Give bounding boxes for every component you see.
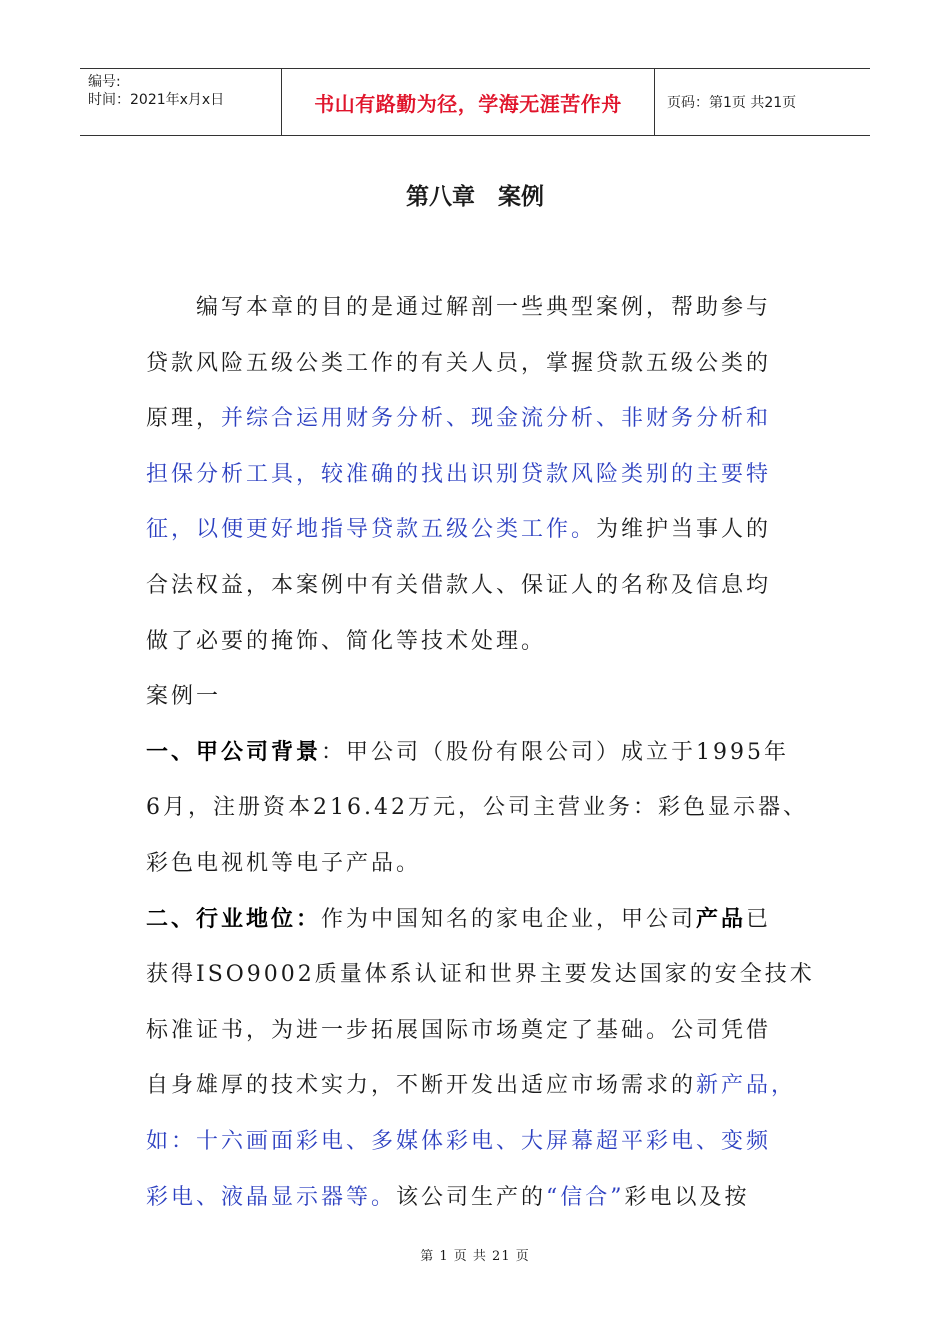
text-line — [146, 1058, 810, 1114]
text-line — [146, 1170, 810, 1226]
number-label: 编号: — [88, 74, 121, 90]
text-segment: 并综合运用财务分析、现金流分析、非财务分析和 — [221, 406, 772, 432]
text-line — [146, 1003, 810, 1059]
text-line — [146, 614, 810, 670]
text-segment: 新产品， — [696, 1073, 797, 1099]
text-line — [146, 336, 810, 392]
text-line — [146, 280, 810, 336]
text-segment: 合法权益，本案例中有关借款人、保证人的名称及信息均 — [146, 572, 772, 598]
text-segment: 已 — [746, 906, 772, 932]
date-label: 时间：2021年x月x日 — [88, 92, 225, 108]
text-line — [146, 725, 810, 781]
text-line — [146, 892, 810, 948]
header-page-info: 页码：第1页 共21页 — [667, 95, 797, 111]
text-line — [146, 947, 815, 1003]
text-line — [146, 447, 810, 503]
header-meta — [80, 69, 282, 135]
text-line — [146, 558, 810, 614]
text-line — [146, 502, 810, 558]
text-segment: 原理， — [146, 406, 222, 432]
page-header — [80, 68, 870, 136]
text-segment: 如：十六画面彩电、多媒体彩电、大屏幕超平彩电、变频 — [146, 1128, 772, 1154]
text-segment: 彩电以及按 — [624, 1184, 750, 1210]
text-segment: 征，以便更好地指导贷款五级公类工作。 — [146, 517, 597, 543]
text-segment: 二、行业地位： — [146, 905, 322, 932]
text-segment: 为维护当事人的 — [596, 517, 772, 543]
text-segment: 案例一 — [146, 684, 222, 710]
text-segment: 该公司生产的 — [396, 1184, 547, 1210]
text-segment: 6月，注册资本216.42万元，公司主营业务：彩色显示器、 — [146, 795, 808, 821]
text-segment: 担保分析工具，较准确的找出识别贷款风险类别的主要特 — [146, 461, 772, 487]
text-line — [146, 780, 810, 836]
document-body — [146, 280, 815, 1225]
text-segment: 产品 — [696, 905, 747, 932]
text-segment: 编写本章的目的是通过解剖一些典型案例，帮助参与 — [146, 295, 772, 320]
text-line — [146, 1114, 810, 1170]
text-segment: 作为中国知名的家电企业，甲公司 — [321, 906, 697, 932]
text-line — [146, 391, 810, 447]
text-segment: 自身雄厚的技术实力，不断开发出适应市场需求的 — [146, 1073, 697, 1099]
page-footer: 第 1 页 共 21 页 — [420, 1249, 530, 1264]
text-segment: 标准证书，为进一步拓展国际市场奠定了基础。公司凭借 — [146, 1017, 772, 1043]
text-segment: 彩电、液晶显示器等。 — [146, 1184, 397, 1210]
text-segment: 彩色电视机等电子产品。 — [146, 850, 422, 876]
header-motto: 书山有路勤为径，学海无涯苦作舟 — [282, 69, 655, 135]
text-segment: 贷款风险五级公类工作的有关人员，掌握贷款五级公类的 — [146, 350, 772, 376]
text-line — [146, 669, 810, 725]
text-segment: 做了必要的掩饰、简化等技术处理。 — [146, 628, 547, 654]
text-line — [146, 836, 810, 892]
text-segment: 获得ISO9002质量体系认证和世界主要发达国家的安全技术 — [146, 962, 815, 988]
chapter-title: 第八章 案例 — [406, 184, 544, 210]
text-segment: ：甲公司（股份有限公司）成立于1995年 — [321, 739, 790, 765]
text-segment: 一、甲公司背景 — [146, 738, 322, 765]
text-segment: “信合” — [546, 1184, 625, 1210]
